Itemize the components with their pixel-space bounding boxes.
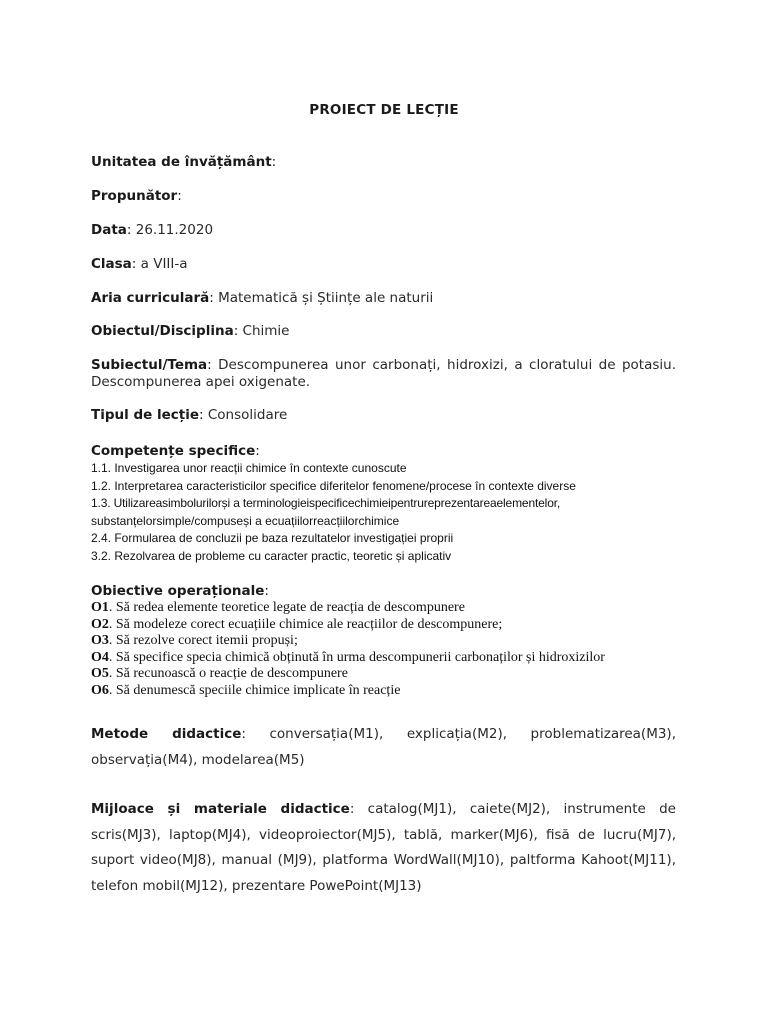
objective-code: O4 bbox=[91, 649, 109, 665]
field-clasa bbox=[91, 256, 676, 273]
list-item: 2.4. Formularea de concluzii pe baza rezultatelor investigației proprii bbox=[91, 531, 454, 545]
field-value: Descompunerea unor carbonați, hidroxizi, a cloratului de potasiu. Descompunerea apei oxigenate. bbox=[91, 357, 676, 390]
field-label: Tipul de lecție bbox=[91, 407, 199, 423]
obiective-heading bbox=[91, 583, 676, 600]
field-label: Propunător bbox=[91, 188, 178, 204]
section-heading: Metode didactice bbox=[91, 726, 242, 742]
objective-code: O1 bbox=[91, 600, 109, 615]
list-item: 1.1. Investigarea unor reacții chimice în contexte cunoscute bbox=[91, 461, 407, 475]
objective-code: O3 bbox=[91, 633, 109, 649]
section-heading: Competențe specifice bbox=[91, 443, 256, 459]
list-item bbox=[91, 666, 691, 683]
field-label: Unitatea de învățământ bbox=[91, 154, 272, 170]
objective-text: . Să modeleze corect ecuațiile chimice ale reacțiilor de descompunere; bbox=[108, 616, 503, 632]
field-propunator bbox=[91, 188, 676, 205]
section-value: : conversația(M1), explicația(M2), problematizarea(M3), observația(M4), modelarea(M5) bbox=[91, 726, 676, 768]
field-value: Matematică și Științe ale naturii bbox=[213, 290, 434, 306]
list-item: 1.2. Interpretarea caracteristicilor specifice diferitelor fenomene/procese în contexte diverse bbox=[91, 478, 576, 493]
field-subiectul bbox=[91, 357, 676, 391]
obiective-list bbox=[91, 600, 691, 700]
section-separator: : bbox=[255, 443, 260, 459]
field-value: a VIII-a bbox=[136, 256, 188, 272]
objective-code: O6 bbox=[91, 682, 109, 698]
field-separator: : bbox=[233, 323, 239, 339]
field-separator: : bbox=[131, 256, 137, 272]
field-data bbox=[91, 222, 676, 239]
section-heading: Obiective operaționale bbox=[91, 583, 265, 599]
field-label: Aria curriculară bbox=[91, 290, 210, 306]
document-title: PROIECT DE LECȚIE bbox=[309, 102, 459, 118]
list-item: 1.3. Utilizareasimbolurilorși a terminologieispecificechimieipentrureprezentareaelementelor, bbox=[91, 496, 561, 510]
field-value: Consolidare bbox=[203, 407, 288, 423]
list-item bbox=[91, 650, 691, 667]
field-label: Data bbox=[91, 222, 127, 238]
metode-didactice bbox=[91, 722, 676, 773]
field-separator: : bbox=[198, 407, 204, 423]
objective-text: . Să specifice specia chimică obținută în urma descompunerii carbonaților și hidroxizilor bbox=[108, 649, 605, 665]
field-separator: : bbox=[271, 154, 277, 170]
list-item bbox=[91, 617, 691, 634]
objective-text: . Să rezolve corect itemii propuși; bbox=[108, 633, 298, 649]
competente-list bbox=[91, 460, 681, 565]
objective-text: . Să denumescă speciile chimice implicate în reacție bbox=[108, 682, 401, 698]
objective-code: O5 bbox=[91, 666, 109, 682]
objective-text: . Să redea elemente teoretice legate de reacția de descompunere bbox=[108, 600, 465, 615]
field-value: Chimie bbox=[238, 323, 290, 339]
field-separator: : bbox=[177, 188, 182, 204]
field-separator: : bbox=[207, 357, 212, 373]
field-unitatea bbox=[91, 154, 676, 171]
competente-heading bbox=[91, 443, 676, 460]
list-item bbox=[91, 633, 691, 650]
field-obiectul bbox=[91, 323, 676, 340]
field-separator: : bbox=[126, 222, 132, 238]
mijloace-didactice bbox=[91, 797, 676, 899]
list-item: substanțelorsimple/compuseși a ecuațiilorreacțiilorchimice bbox=[91, 513, 400, 528]
field-aria-curriculara bbox=[91, 290, 676, 307]
field-label: Obiectul/Disciplina bbox=[91, 323, 234, 339]
field-label: Subiectul/Tema bbox=[91, 357, 208, 373]
section-value: : catalog(MJ1), caiete(MJ2), instrumente de scris(MJ3), laptop(MJ4), videoproiector(MJ5), tablă, marker(MJ6), fisă de lucru(MJ7), suport video(MJ8), manual (MJ9), platforma WordWall(MJ10), paltforma Kahoot(MJ11), telefon mobil(MJ12), prezentare PowePoint(MJ13) bbox=[91, 801, 676, 894]
field-tipul bbox=[91, 407, 676, 424]
field-separator: : bbox=[209, 290, 214, 306]
objective-code: O2 bbox=[91, 616, 109, 632]
objective-text: . Să recunoască o reacție de descompunere bbox=[108, 666, 348, 682]
field-label: Clasa bbox=[91, 256, 132, 272]
field-value: 26.11.2020 bbox=[131, 222, 214, 238]
list-item bbox=[91, 600, 691, 617]
section-heading: Mijloace și materiale didactice bbox=[91, 801, 350, 817]
list-item bbox=[91, 683, 691, 700]
list-item: 3.2. Rezolvarea de probleme cu caracter practic, teoretic și aplicativ bbox=[91, 548, 452, 563]
section-separator: : bbox=[264, 583, 269, 599]
